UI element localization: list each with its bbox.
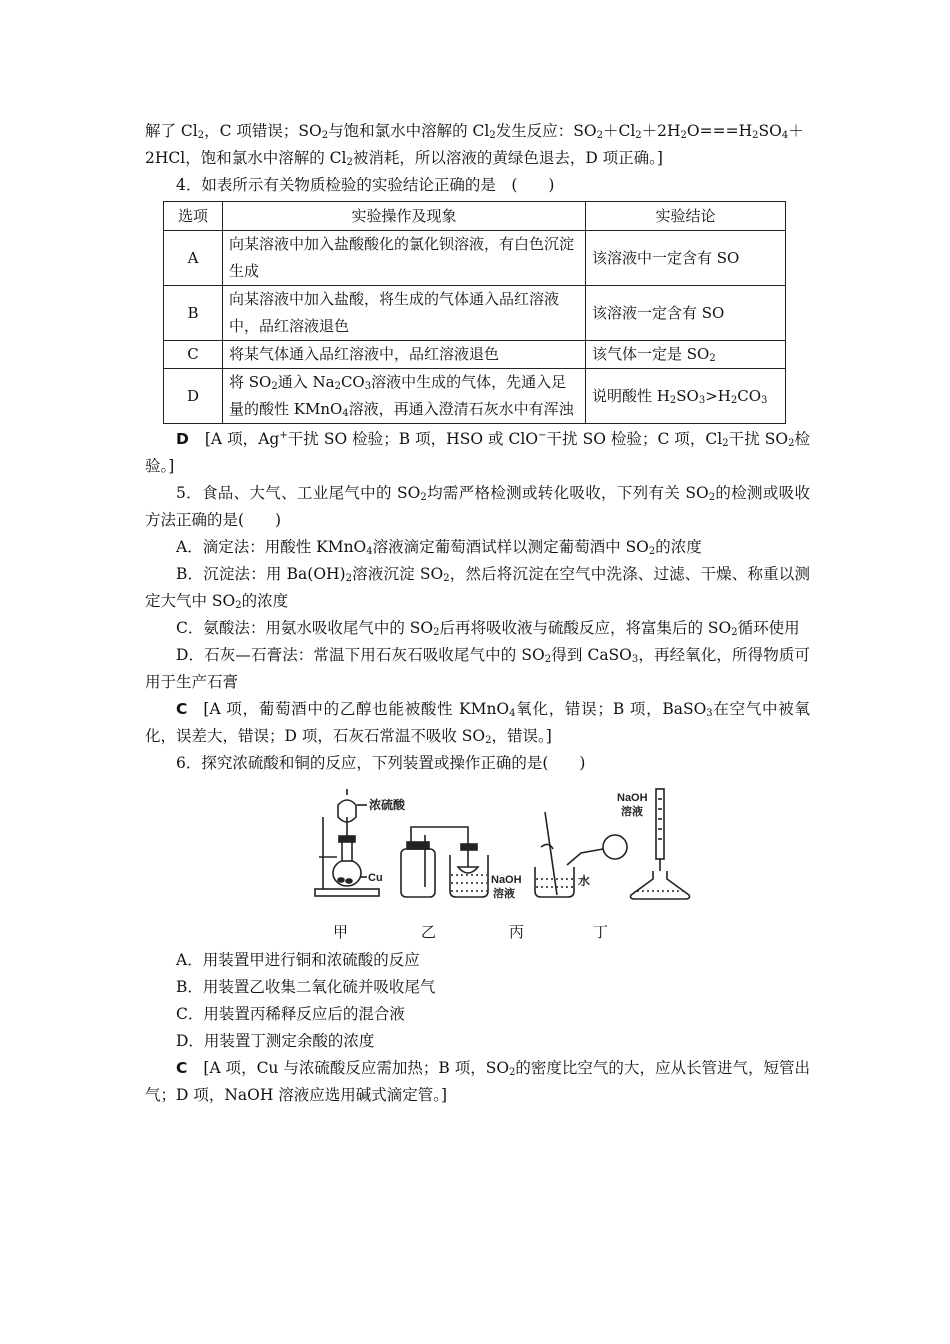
q5-stem: 5．食品、大气、工业尾气中的 $SO_2$均需严格检测或转化吸收，下列有关 $SO_2$的检测或吸收方法正确的是( ) bbox=[145, 484, 810, 529]
table-cell-option: D bbox=[164, 369, 223, 424]
q4-table bbox=[163, 201, 786, 424]
table-cell-option: B bbox=[164, 286, 223, 341]
table-cell-option: A bbox=[164, 231, 223, 286]
label-water: 水 bbox=[578, 874, 591, 888]
label-naoh-bing-solution: 溶液 bbox=[493, 888, 515, 900]
table-cell-option: C bbox=[164, 341, 223, 369]
caption-bing: 丙 bbox=[509, 923, 525, 941]
q5-option-a: A．滴定法：用酸性 KMnO$_4$溶液滴定葡萄酒试样以测定葡萄酒中 $SO_2$的浓度 bbox=[176, 538, 702, 557]
table-header: 实验操作及现象 bbox=[223, 202, 586, 231]
q5-answer: C [A 项，葡萄酒中的乙醇也能被酸性 KMnO$_4$氧化，错误；B 项，BaSO$_3$在空气中被氧化，误差大，错误；D 项，石灰石常温不吸收 $SO_2$，错误。] bbox=[145, 700, 810, 746]
table-cell-conclusion: 说明酸性 $H_2SO_3>H_2CO_3$ bbox=[586, 369, 786, 424]
q6-option-d: D．用装置丁测定余酸的浓度 bbox=[176, 1032, 375, 1050]
caption-jia: 甲 bbox=[333, 923, 349, 941]
apparatus-diagram bbox=[313, 787, 713, 947]
q4-stem: 4．如表所示有关物质检验的实验结论正确的是 ( ) bbox=[176, 176, 555, 194]
label-naoh-ding-solution: 溶液 bbox=[621, 806, 643, 818]
table-row bbox=[164, 286, 786, 341]
table-cell-conclusion: 该气体一定是 $SO_2$ bbox=[586, 341, 786, 369]
table-cell-operation: 将某气体通入品红溶液中，品红溶液退色 bbox=[223, 341, 586, 369]
q6-option-b: B．用装置乙收集二氧化硫并吸收尾气 bbox=[176, 978, 436, 996]
table-cell-conclusion: 该溶液中一定含有 SO bbox=[586, 231, 786, 286]
label-cu: Cu bbox=[368, 872, 383, 884]
q3-answer-continued: 解了 $Cl_2$，C 项错误；$SO_2$与饱和氯水中溶解的 $Cl_2$发生反应：$SO_2+Cl_2+2H_2O===H_2SO_4+$ 2HCl，饱和氯水中溶解的 $Cl_2$被消耗，所以溶液的黄绿色退去，D 项正确。] bbox=[145, 122, 804, 168]
table-row bbox=[164, 369, 786, 424]
table-cell-operation: 向某溶液中加入盐酸酸化的氯化钡溶液，有白色沉淀生成 bbox=[223, 231, 586, 286]
q6-stem: 6．探究浓硫酸和铜的反应，下列装置或操作正确的是( ) bbox=[176, 754, 586, 772]
table-header: 实验结论 bbox=[586, 202, 786, 231]
label-naoh-ding: NaOH bbox=[617, 792, 648, 804]
table-row bbox=[164, 341, 786, 369]
table-cell-operation: 将 $SO_2$通入 $Na_2CO_3$溶液中生成的气体，先通入足量的酸性 KMnO$_4$溶液，再通入澄清石灰水中有浑浊 bbox=[223, 369, 586, 424]
table-header-row bbox=[164, 202, 786, 231]
q6-option-a: A．用装置甲进行铜和浓硫酸的反应 bbox=[176, 951, 420, 969]
caption-yi: 乙 bbox=[421, 923, 437, 941]
label-naoh-bing: NaOH bbox=[491, 874, 522, 886]
q6-option-c: C．用装置丙稀释反应后的混合液 bbox=[176, 1005, 405, 1023]
q5-option-d: D．石灰—石膏法：常温下用石灰石吸收尾气中的 $SO_2$得到 CaSO$_3$，再经氧化，所得物质可用于生产石膏 bbox=[145, 646, 810, 691]
page-body bbox=[145, 118, 810, 1109]
q4-answer: D [A 项，Ag+干扰 SO 检验；B 项，HSO 或 ClO−干扰 SO 检验；C 项，$Cl_2$干扰 $SO_2$检验。] bbox=[145, 430, 810, 475]
q5-option-b: B．沉淀法：用 $Ba(OH)_2$溶液沉淀 $SO_2$，然后将沉淀在空气中洗涤、过滤、干燥、称重以测定大气中 $SO_2$的浓度 bbox=[145, 565, 810, 611]
table-header: 选项 bbox=[164, 202, 223, 231]
caption-ding: 丁 bbox=[593, 923, 609, 941]
q5-option-c: C．氨酸法：用氨水吸收尾气中的 $SO_2$后再将吸收液与硫酸反应，将富集后的 $SO_2$循环使用 bbox=[176, 619, 800, 638]
q6-answer: C [A 项，Cu 与浓硫酸反应需加热；B 项，$SO_2$的密度比空气的大，应从长管进气，短管出气；D 项，NaOH 溶液应选用碱式滴定管。] bbox=[145, 1059, 810, 1104]
table-cell-conclusion: 该溶液一定含有 SO bbox=[586, 286, 786, 341]
apparatus-yi bbox=[401, 827, 488, 897]
label-concentrated-acid: 浓硫酸 bbox=[369, 798, 406, 812]
table-row bbox=[164, 231, 786, 286]
apparatus-figure bbox=[145, 787, 810, 947]
table-cell-operation: 向某溶液中加入盐酸，将生成的气体通入品红溶液中，品红溶液退色 bbox=[223, 286, 586, 341]
